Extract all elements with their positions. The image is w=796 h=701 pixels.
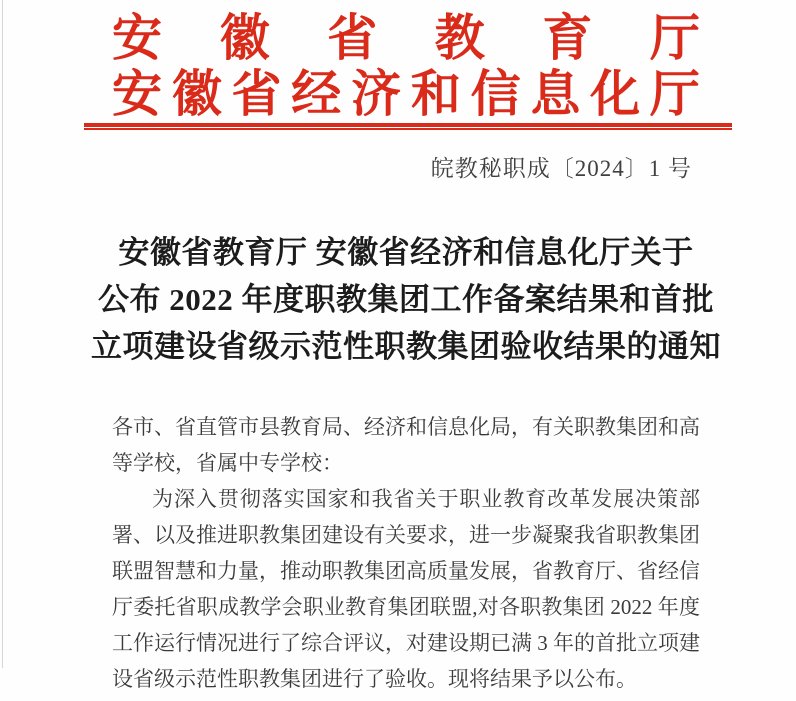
letterhead-divider-rule bbox=[84, 123, 732, 130]
document-title bbox=[84, 229, 728, 370]
scan-edge-artifact bbox=[2, 0, 3, 668]
letterhead-character: 徽 bbox=[171, 66, 222, 122]
title-line-1: 安徽省教育厅 安徽省经济和信息化厅关于 bbox=[118, 235, 694, 270]
salutation-line-2: 等学校，省属中专学校： bbox=[112, 451, 343, 475]
paragraph-line-2: 署、以及推进职教集团建设有关要求，进一步凝聚我省职教集团 bbox=[112, 523, 700, 547]
letterhead-character: 化 bbox=[590, 66, 641, 122]
title-line-2: 公布 2022 年度职教集团工作备案结果和首批 bbox=[98, 282, 714, 317]
letterhead-character: 安 bbox=[112, 66, 162, 122]
paragraph-line-3: 联盟智慧和力量，推动职教集团高质量发展，省教育厅、省经信 bbox=[112, 559, 700, 583]
letterhead-character: 厅 bbox=[649, 66, 700, 122]
paragraph-line-6: 设省级示范性职教集团进行了验收。现将结果予以公布。 bbox=[112, 667, 637, 691]
title-line-3: 立项建设省级示范性职教集团验收结果的通知 bbox=[91, 329, 721, 364]
salutation-line-1: 各市、省直管市县教育局、经济和信息化局，有关职教集团和高 bbox=[112, 415, 700, 439]
letterhead-character: 济 bbox=[351, 66, 402, 122]
paragraph-line-5: 工作运行情况进行了综合评议，对建设期已满 3 年的首批立项建 bbox=[112, 631, 700, 655]
document-body bbox=[112, 409, 700, 697]
letterhead-character: 安 bbox=[112, 10, 162, 66]
paragraph-line-4: 厅委托省职成教学会职业教育集团联盟,对各职教集团 2022 年度 bbox=[112, 595, 700, 619]
letterhead-character: 省 bbox=[231, 66, 282, 122]
letterhead bbox=[112, 10, 700, 122]
letterhead-character: 省 bbox=[327, 10, 378, 66]
document-number: 皖教秘职成〔2024〕1 号 bbox=[430, 156, 692, 181]
letterhead-character: 息 bbox=[530, 66, 581, 122]
letterhead-character: 教 bbox=[434, 10, 485, 66]
letterhead-character: 育 bbox=[542, 10, 593, 66]
letterhead-line-1 bbox=[112, 10, 700, 66]
rule-thin-line bbox=[84, 128, 732, 130]
letterhead-character: 经 bbox=[291, 66, 342, 122]
letterhead-character: 厅 bbox=[649, 10, 700, 66]
letterhead-character: 和 bbox=[410, 66, 461, 122]
paragraph-line-1: 为深入贯彻落实国家和我省关于职业教育改革发展决策部 bbox=[152, 487, 700, 511]
letterhead-line-2 bbox=[112, 66, 700, 122]
letterhead-character: 徽 bbox=[219, 10, 270, 66]
letterhead-character: 信 bbox=[470, 66, 521, 122]
